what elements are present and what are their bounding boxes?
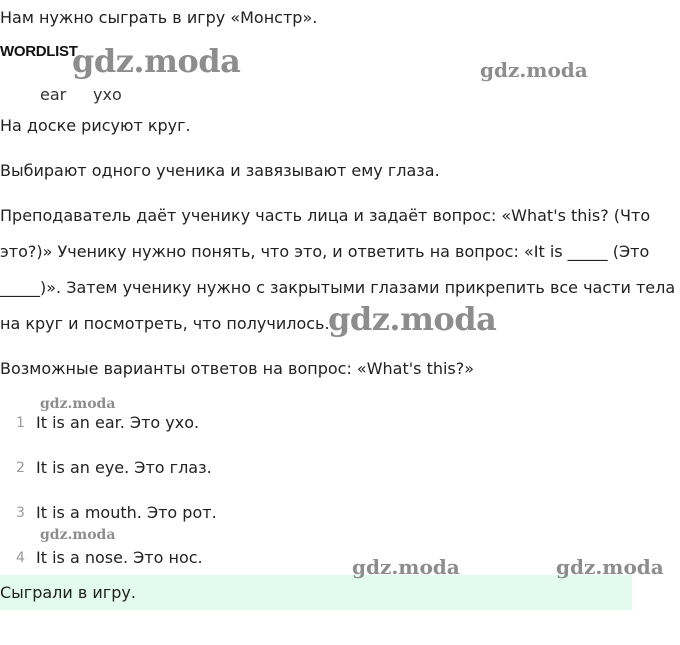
- list-item-text: It is a mouth. Это рот.: [36, 503, 217, 522]
- wordlist-translation: ухо: [93, 85, 122, 104]
- step-text: Выбирают одного ученика и завязывают ему глаза.: [0, 161, 440, 180]
- list-item-text: It is an ear. Это ухо.: [36, 413, 200, 432]
- final-text: Сыграли в игру.: [0, 583, 136, 602]
- watermark: gdz.moda: [352, 555, 460, 579]
- watermark: gdz.moda: [328, 300, 497, 338]
- list-number: 4: [16, 550, 25, 566]
- list-number: 3: [16, 505, 25, 521]
- list-number: 2: [16, 460, 25, 476]
- wordlist-cut-row: [0, 85, 200, 104]
- wordlist-label: WORDLIST: [0, 43, 78, 60]
- watermark: gdz.moda: [40, 396, 116, 412]
- list-item-text: It is a nose. Это нос.: [36, 548, 203, 567]
- watermark: gdz.moda: [556, 555, 664, 579]
- watermark: gdz.moda: [480, 58, 588, 82]
- wordlist-word: ear: [40, 85, 67, 104]
- step-text: Возможные варианты ответов на вопрос: «What's this?»: [0, 359, 475, 378]
- step-text: Преподаватель даёт ученику часть лица и задаёт вопрос: «What's this? (Что это?)» Ученику нужно понять, что это, и ответить на вопрос: «It is _____ (Это _____)». Затем ученику нужно с закрытыми глазами прикрепить все части тела на круг и посмотреть, что получилось.: [0, 206, 676, 333]
- list-number: 1: [16, 415, 25, 431]
- step-text: На доске рисуют круг.: [0, 116, 191, 135]
- watermark: gdz.moda: [72, 42, 241, 80]
- watermark: gdz.moda: [40, 527, 116, 543]
- intro-text: Нам нужно сыграть в игру «Монстр».: [0, 8, 318, 27]
- list-item-text: It is an eye. Это глаз.: [36, 458, 212, 477]
